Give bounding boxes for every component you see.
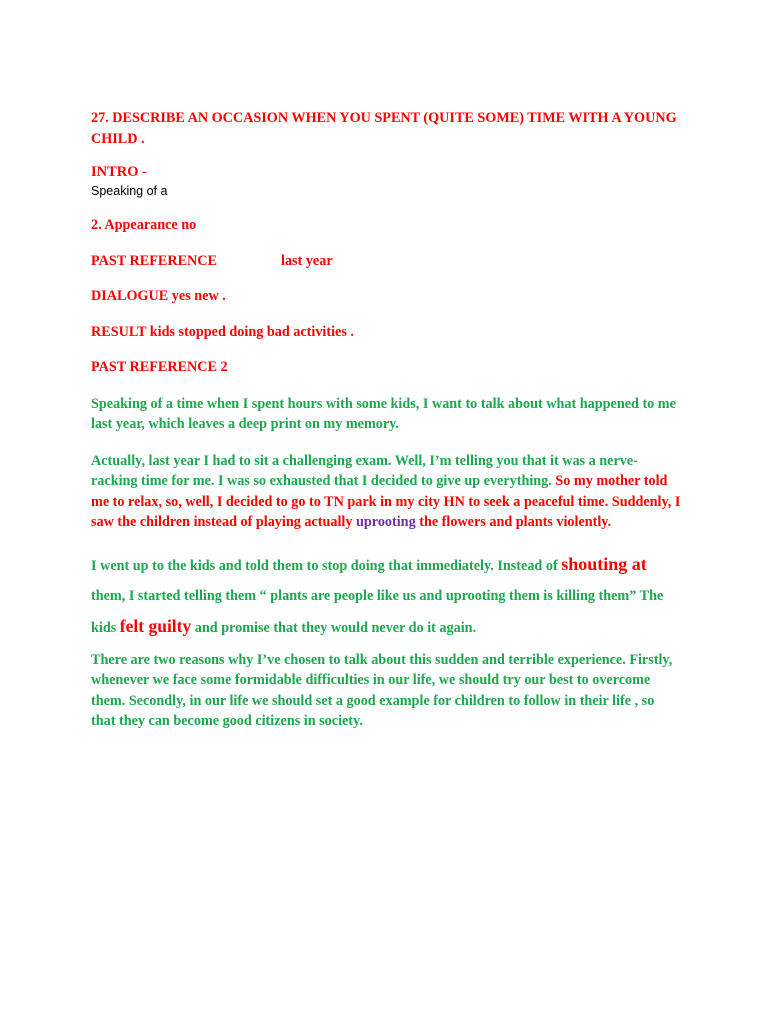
kids-text-b: them, I started telling them “ plants are people like us and uprooting them is killing them” The kids bbox=[91, 587, 664, 636]
felt-guilty-emphasis: felt guilty bbox=[119, 615, 192, 636]
story-red-text-2: the flowers and plants violently. bbox=[415, 514, 612, 530]
past-reference-label: PAST REFERENCE bbox=[91, 252, 218, 269]
document-body bbox=[91, 108, 681, 732]
kids-text-c: and promise that they would never do it again. bbox=[191, 619, 477, 636]
intro-subtext: Speaking of a bbox=[91, 184, 168, 198]
past-reference-line bbox=[91, 251, 681, 272]
story-highlight-word: uprooting bbox=[356, 514, 416, 530]
question-title: 27. DESCRIBE AN OCCASION WHEN YOU SPENT (QUITE SOME) TIME WITH A YOUNG CHILD . bbox=[91, 110, 677, 147]
paragraph-kids bbox=[91, 549, 681, 643]
paragraph-reasons: There are two reasons why I’ve chosen to talk about this sudden and terrible experience. Firstly, whenever we face some formidable difficulties in our life, we should try our best to overcome them. Secondly, in our life we should set a good example for children to follow in their life , so that they can become good citizens in society. bbox=[91, 651, 673, 729]
paragraph-story bbox=[91, 451, 681, 533]
appearance-line: 2. Appearance no bbox=[91, 217, 197, 233]
intro-dash: - bbox=[138, 164, 148, 180]
intro-heading bbox=[91, 164, 681, 181]
dialogue-line: DIALOGUE yes new . bbox=[91, 288, 226, 304]
result-line: RESULT kids stopped doing bad activities . bbox=[91, 323, 354, 340]
story-red-text-1: So my mother told me to relax, so, well, I decided to go to TN park in my city HN to seek a peaceful time. Suddenly, I saw the children instead of playing actually bbox=[91, 473, 681, 530]
past-reference-2-line: PAST REFERENCE 2 bbox=[91, 359, 228, 375]
paragraph-intro: Speaking of a time when I spent hours with some kids, I want to talk about what happened to me last year, which leaves a deep print on my memory. bbox=[91, 395, 676, 432]
past-reference-value: last year bbox=[281, 252, 333, 269]
intro-label: INTRO bbox=[91, 164, 139, 180]
shouting-at-emphasis: shouting at bbox=[561, 553, 647, 574]
kids-text-a: I went up to the kids and told them to stop doing that immediately. Instead of bbox=[91, 557, 562, 574]
story-green-text: Actually, last year I had to sit a challenging exam. Well, I’m telling you that it was a nerve-racking time for me. I was so exhausted that I decided to give up everything. bbox=[91, 452, 638, 489]
